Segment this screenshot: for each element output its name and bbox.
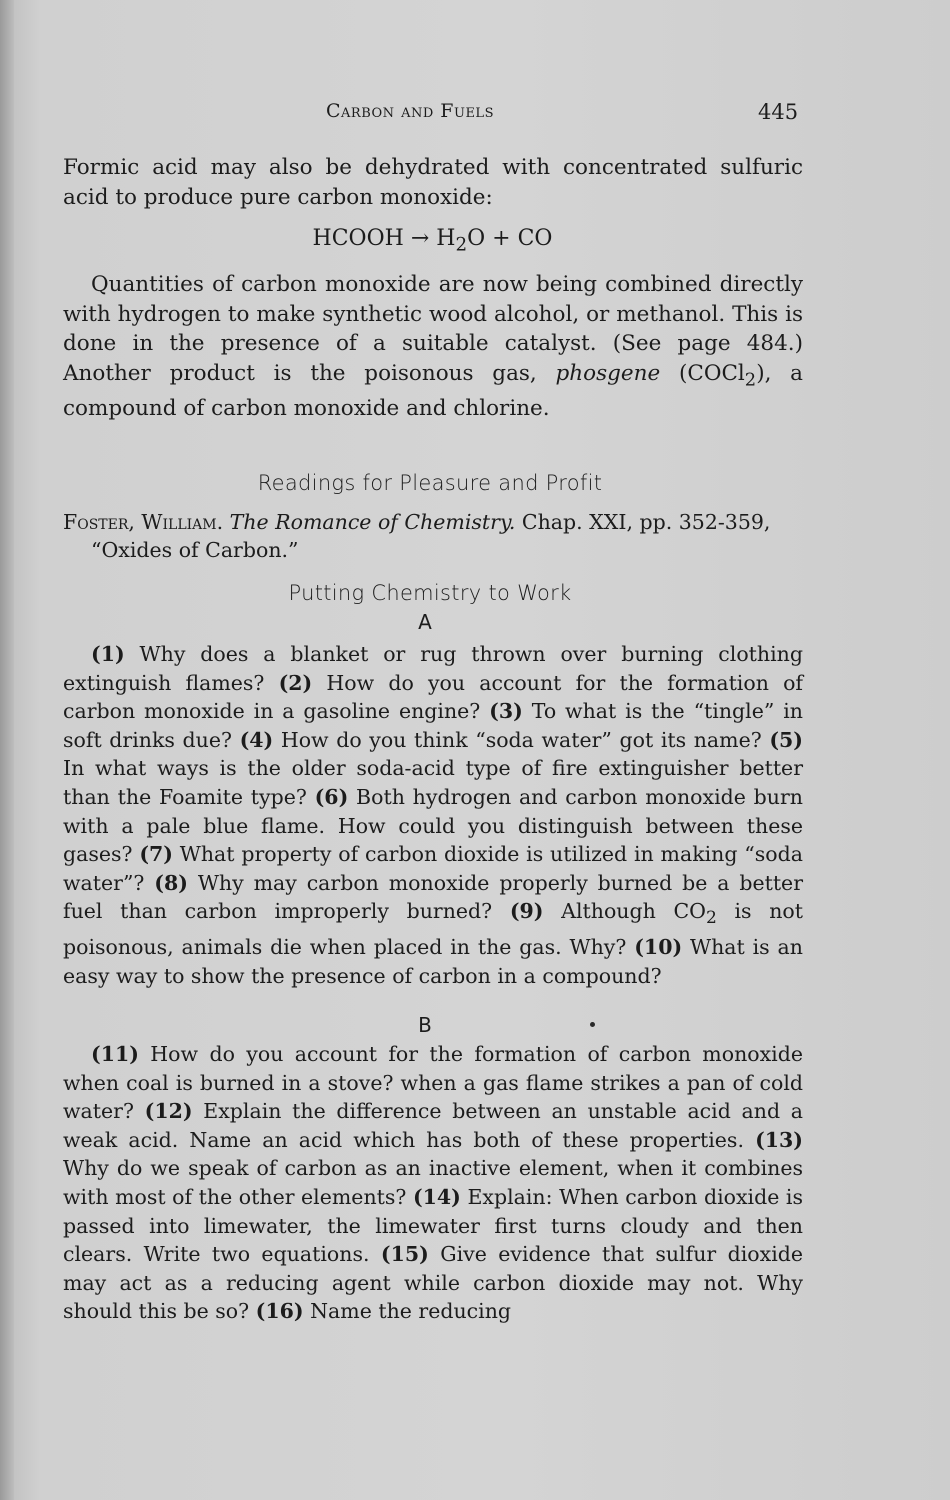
page-binding-shadow [0, 0, 14, 1500]
print-dot [590, 1022, 595, 1027]
readings-heading: Readings for Pleasure and Profit [257, 471, 603, 495]
questions-section-b: (11) How do you account for the formation of carbon monoxide when coal is burned in a stove? when a gas flame strikes a pan of cold water? (12) Explain the difference between an unstable acid and a weak acid. Name an acid which has both of these properties. (13) Why do we speak of carbon as an inactive element, when it combines with most of the other elements? (14) Explain: When carbon dioxide is passed into limewater, the limewater first turns cloudy and then clears. Write two equations. (15) Give evidence that sulfur dioxide may act as a reducing agent while carbon dioxide may not. Why should this be so? (16) Name the reducing [63, 1042, 804, 1324]
intro-paragraph: Formic acid may also be dehydrated with concentrated sulfuric acid to produce pure carbon monoxide: [63, 155, 803, 210]
work-heading: Putting Chemistry to Work [288, 581, 572, 605]
equation-plus: + [492, 226, 511, 251]
page-number: 445 [758, 100, 799, 124]
chemical-equation [0, 226, 865, 255]
section-a-label: A [418, 610, 432, 634]
reference-details: Chap. XXI, pp. 352-359, “Oxides of Carbon.” [91, 510, 771, 562]
equation-product-water: $H_2O$ [436, 226, 486, 256]
section-b-label: B [418, 1013, 432, 1037]
equation-arrow: → [410, 226, 430, 251]
running-head: Carbon and Fuels [326, 100, 494, 122]
reference-author: Foster, William. [63, 510, 224, 534]
reading-reference [63, 508, 803, 564]
equation-product-co: CO [517, 226, 553, 251]
reference-title: The Romance of Chemistry. [229, 510, 516, 534]
phosgene-term: phosgene [555, 360, 661, 386]
questions-section-a: (1) Why does a blanket or rug thrown over burning clothing extinguish flames? (2) How do you account for the formation of carbon monoxide in a gasoline engine? (3) To what is the “tingle” in soft drinks due? (4) How do you think “soda water” got its name? (5) In what ways is the older soda-acid type of fire extinguisher better than the Foamite type? (6) Both hydrogen and carbon monoxide burn with a pale blue flame. How could you distinguish between these gases? (7) What property of carbon dioxide is utilized in making “soda water”? (8) Why may carbon monoxide properly burned be a better fuel than carbon improperly burned? (9) Although $CO_2$ is not poisonous, animals die when placed in the gas. Why? (10) What is an easy way to show the presence of carbon in a compound? [63, 642, 803, 988]
equation-reactant: HCOOH [312, 226, 404, 251]
methanol-paragraph: Quantities of carbon monoxide are now being combined directly with hydrogen to make synthetic wood alcohol, or methanol. This is done in the presence of a suitable catalyst. (See page 484.) Another product is the poisonous gas, phosgene (COCl$_2$), a compound of carbon monoxide and chlorine. [63, 272, 804, 422]
page-header [0, 100, 950, 130]
